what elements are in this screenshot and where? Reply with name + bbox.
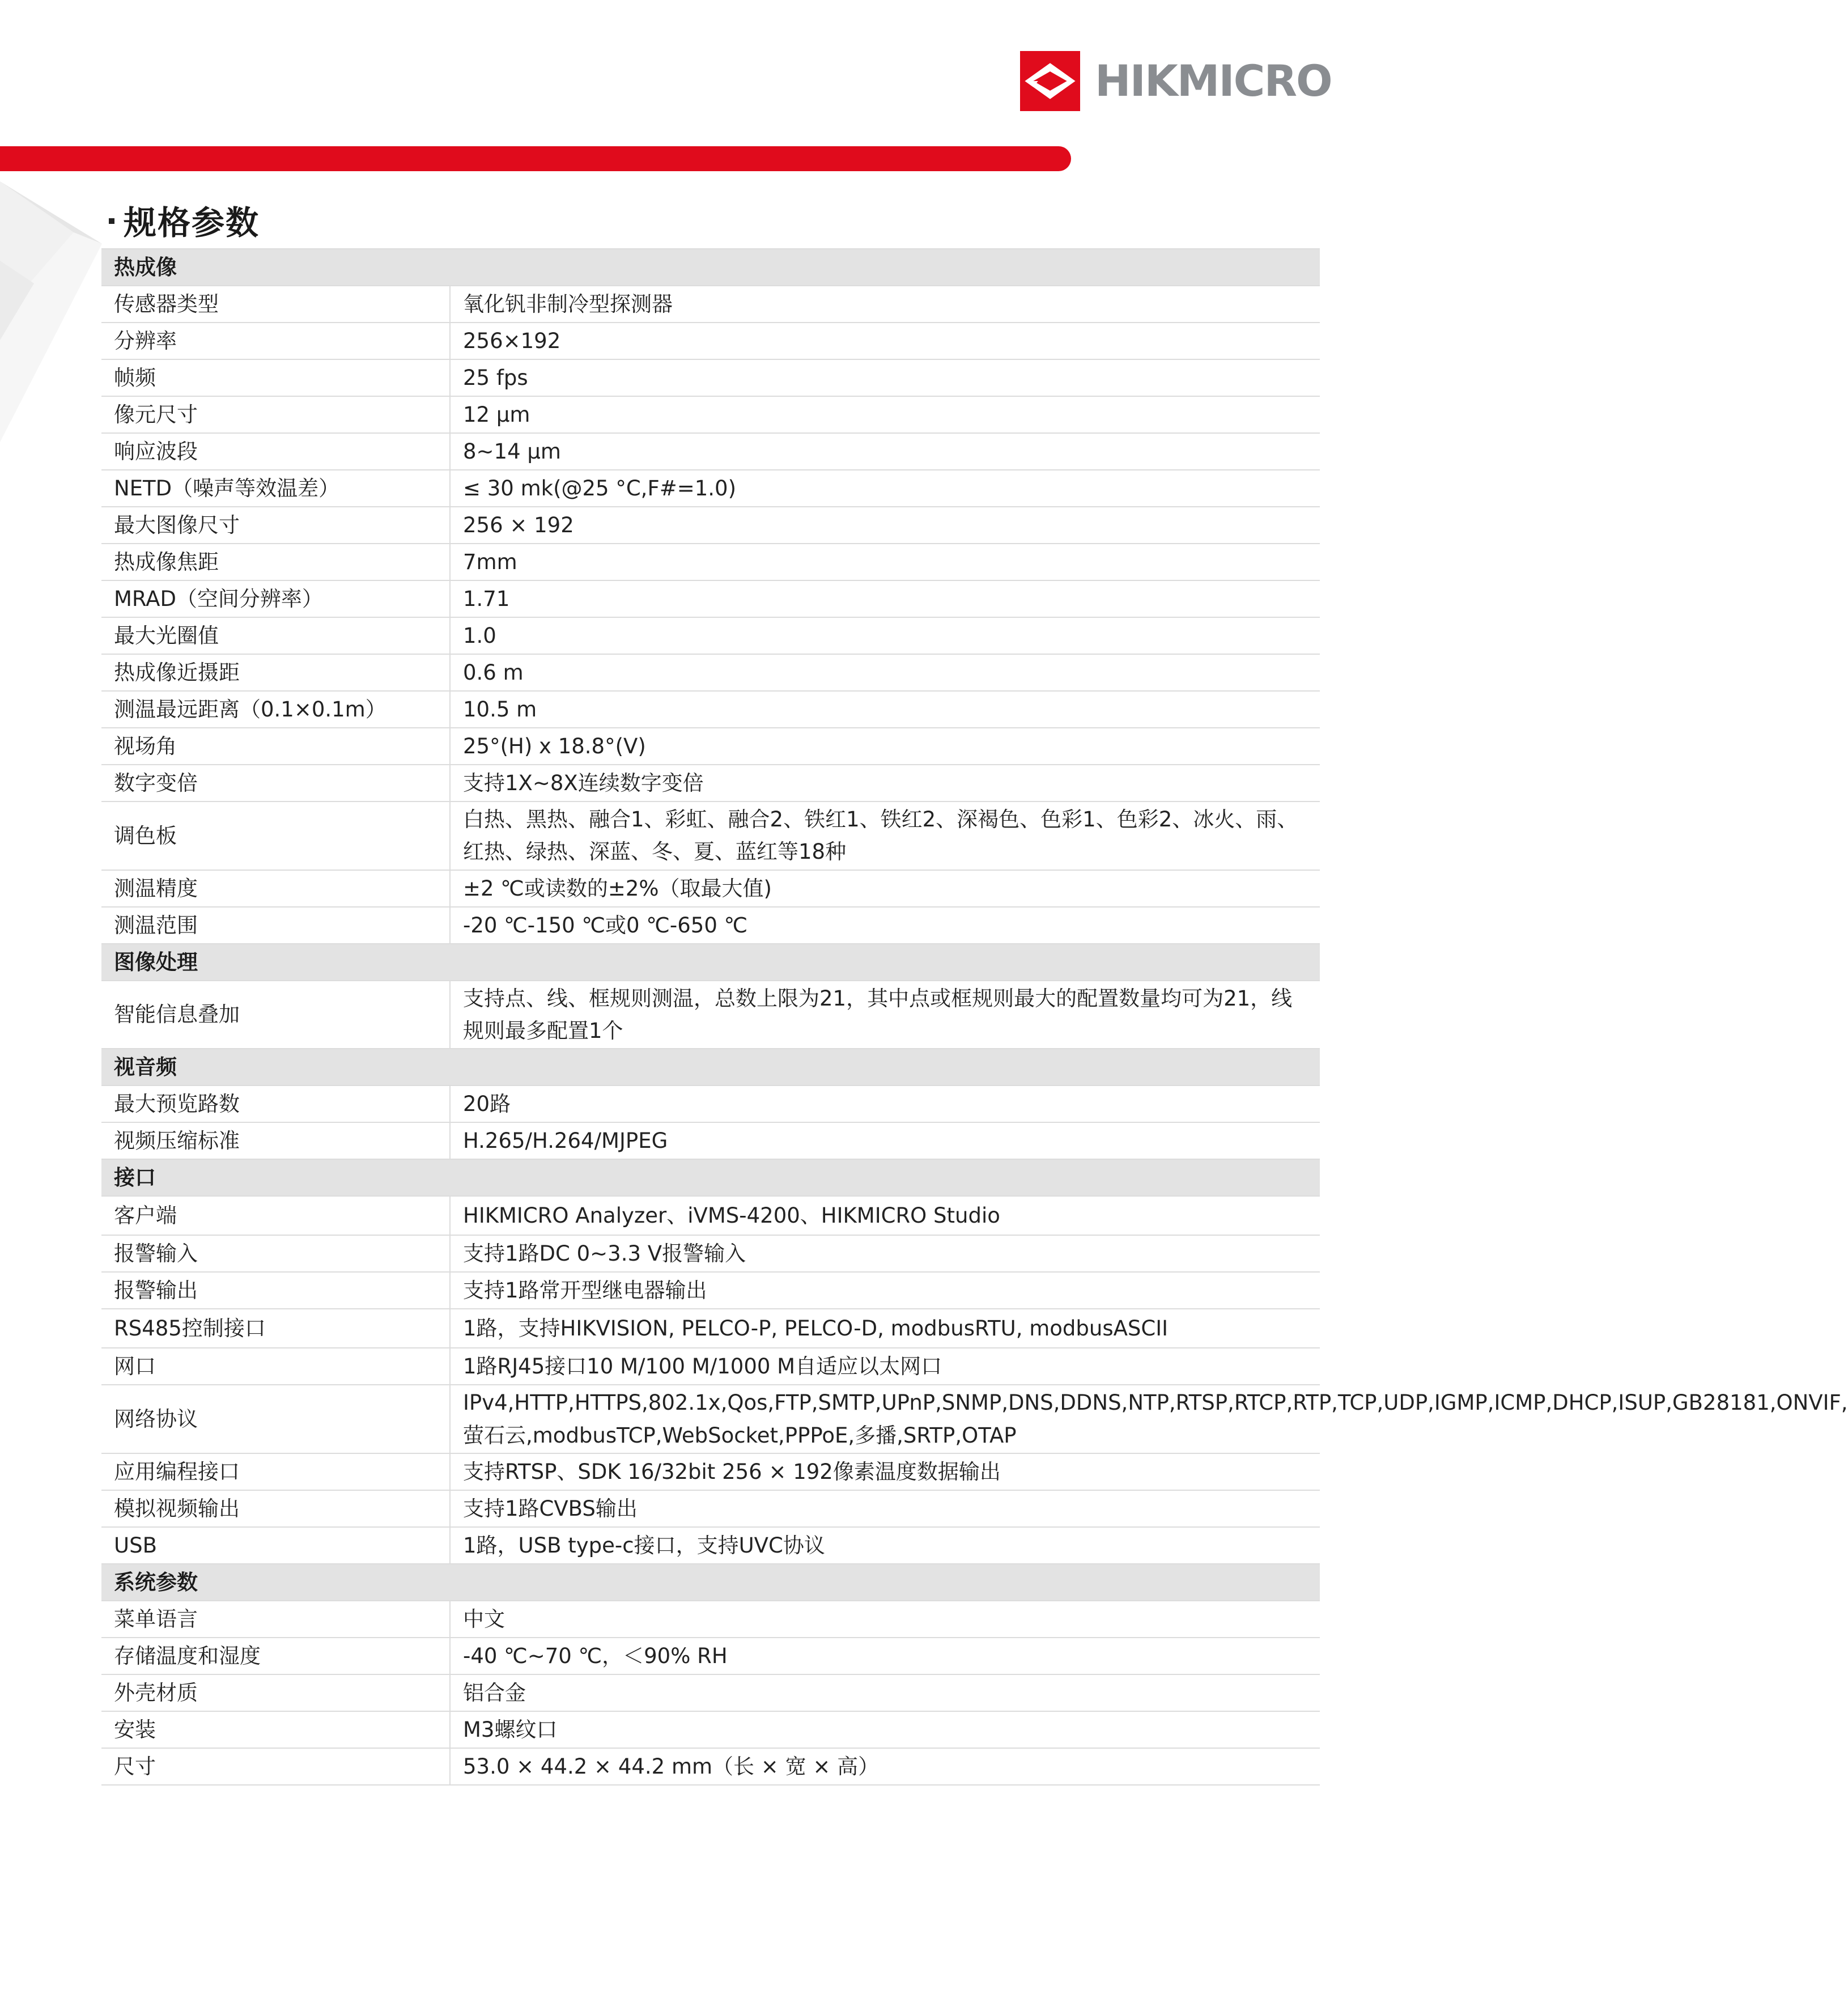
header-accent-bar bbox=[0, 146, 1071, 171]
spec-label: 尺寸 bbox=[101, 1748, 450, 1785]
spec-value: 1路，USB type-c接口，支持UVC协议 bbox=[450, 1527, 1320, 1564]
table-row bbox=[101, 470, 1320, 507]
spec-label: RS485控制接口 bbox=[101, 1309, 450, 1348]
table-row bbox=[101, 981, 1320, 1049]
brand-logo bbox=[1020, 50, 1332, 112]
category-filler bbox=[450, 1159, 1320, 1196]
spec-value: 1.71 bbox=[450, 580, 1320, 617]
category-row bbox=[101, 1049, 1320, 1085]
category-row bbox=[101, 1564, 1320, 1601]
category-row bbox=[101, 1159, 1320, 1196]
spec-value: 白热、黑热、融合1、彩虹、融合2、铁红1、铁红2、深褐色、色彩1、色彩2、冰火、雨、红热、绿热、深蓝、冬、夏、蓝红等18种 bbox=[450, 801, 1320, 870]
category-filler bbox=[450, 1564, 1320, 1601]
spec-value: 12 μm bbox=[450, 396, 1320, 433]
section-heading bbox=[109, 197, 260, 243]
table-row bbox=[101, 286, 1320, 323]
table-row bbox=[101, 1453, 1320, 1490]
spec-value: H.265/H.264/MJPEG bbox=[450, 1122, 1320, 1159]
table-row bbox=[101, 1385, 1320, 1453]
spec-value: -40 ℃~70 ℃，＜90% RH bbox=[450, 1638, 1320, 1674]
spec-value: 支持1路常开型继电器输出 bbox=[450, 1272, 1320, 1309]
table-row bbox=[101, 1711, 1320, 1748]
category-label: 接口 bbox=[101, 1159, 450, 1196]
spec-label: 像元尺寸 bbox=[101, 396, 450, 433]
page-title: 规格参数 bbox=[124, 203, 260, 242]
spec-label: USB bbox=[101, 1527, 450, 1564]
category-label: 系统参数 bbox=[101, 1564, 450, 1601]
table-row bbox=[101, 359, 1320, 396]
table-row bbox=[101, 1748, 1320, 1785]
spec-value: 25°(H) x 18.8°(V) bbox=[450, 728, 1320, 765]
category-label: 热成像 bbox=[101, 249, 450, 286]
category-row bbox=[101, 944, 1320, 981]
spec-value: 支持1路DC 0~3.3 V报警输入 bbox=[450, 1235, 1320, 1272]
table-row bbox=[101, 691, 1320, 728]
spec-label: 数字变倍 bbox=[101, 765, 450, 801]
spec-label: 视场角 bbox=[101, 728, 450, 765]
spec-value: 铝合金 bbox=[450, 1674, 1320, 1711]
table-row bbox=[101, 1122, 1320, 1159]
spec-label: 响应波段 bbox=[101, 433, 450, 470]
table-row bbox=[101, 544, 1320, 580]
spec-label: 热成像近摄距 bbox=[101, 654, 450, 691]
table-row bbox=[101, 433, 1320, 470]
spec-value: 支持1路CVBS输出 bbox=[450, 1490, 1320, 1527]
decorative-facet-graphic bbox=[0, 170, 108, 453]
spec-label: 存储温度和湿度 bbox=[101, 1638, 450, 1674]
table-row bbox=[101, 801, 1320, 870]
spec-value: 20路 bbox=[450, 1085, 1320, 1122]
spec-label: 模拟视频输出 bbox=[101, 1490, 450, 1527]
spec-value: 1路，支持HIKVISION, PELCO-P, PELCO-D, modbusRTU, modbusASCII bbox=[450, 1309, 1320, 1348]
spec-label: 网口 bbox=[101, 1348, 450, 1385]
spec-label: 报警输出 bbox=[101, 1272, 450, 1309]
spec-label: 最大图像尺寸 bbox=[101, 507, 450, 544]
spec-value: 中文 bbox=[450, 1601, 1320, 1638]
spec-label: 应用编程接口 bbox=[101, 1453, 450, 1490]
spec-value: 25 fps bbox=[450, 359, 1320, 396]
brand-name: HIKMICRO bbox=[1095, 56, 1332, 106]
table-row bbox=[101, 1674, 1320, 1711]
table-row bbox=[101, 1638, 1320, 1674]
spec-label: 分辨率 bbox=[101, 323, 450, 359]
table-row bbox=[101, 654, 1320, 691]
spec-value: 256 × 192 bbox=[450, 507, 1320, 544]
spec-value: 1路RJ45接口10 M/100 M/1000 M自适应以太网口 bbox=[450, 1348, 1320, 1385]
spec-value: 7mm bbox=[450, 544, 1320, 580]
spec-value: 支持点、线、框规则测温，总数上限为21，其中点或框规则最大的配置数量均可为21，线规则最多配置1个 bbox=[450, 981, 1320, 1049]
spec-label: 测温精度 bbox=[101, 870, 450, 907]
table-row bbox=[101, 870, 1320, 907]
spec-value: 支持1X~8X连续数字变倍 bbox=[450, 765, 1320, 801]
table-row bbox=[101, 323, 1320, 359]
spec-label: 网络协议 bbox=[101, 1385, 450, 1453]
table-row bbox=[101, 728, 1320, 765]
spec-value: HIKMICRO Analyzer、iVMS-4200、HIKMICRO Studio bbox=[450, 1196, 1320, 1235]
spec-value: 8~14 μm bbox=[450, 433, 1320, 470]
spec-value: 10.5 m bbox=[450, 691, 1320, 728]
table-row bbox=[101, 617, 1320, 654]
spec-value: 1.0 bbox=[450, 617, 1320, 654]
table-row bbox=[101, 1085, 1320, 1122]
table-row bbox=[101, 1601, 1320, 1638]
spec-label: 最大预览路数 bbox=[101, 1085, 450, 1122]
table-row bbox=[101, 765, 1320, 801]
spec-label: 外壳材质 bbox=[101, 1674, 450, 1711]
table-row bbox=[101, 507, 1320, 544]
category-row bbox=[101, 249, 1320, 286]
spec-label: MRAD（空间分辨率） bbox=[101, 580, 450, 617]
spec-label: 测温最远距离（0.1×0.1m） bbox=[101, 691, 450, 728]
table-row bbox=[101, 396, 1320, 433]
table-row bbox=[101, 907, 1320, 944]
table-row bbox=[101, 1196, 1320, 1235]
spec-value: ≤ 30 mk(@25 °C,F#=1.0) bbox=[450, 470, 1320, 507]
spec-label: NETD（噪声等效温差） bbox=[101, 470, 450, 507]
spec-table-body bbox=[101, 249, 1848, 1785]
spec-value: -20 ℃-150 ℃或0 ℃-650 ℃ bbox=[450, 907, 1320, 944]
spec-value: 256×192 bbox=[450, 323, 1320, 359]
spec-value: 0.6 m bbox=[450, 654, 1320, 691]
table-row bbox=[101, 1527, 1320, 1564]
hikmicro-logo-icon bbox=[1020, 51, 1080, 111]
spec-value: M3螺纹口 bbox=[450, 1711, 1320, 1748]
spec-label: 菜单语言 bbox=[101, 1601, 450, 1638]
spec-label: 安装 bbox=[101, 1711, 450, 1748]
table-row bbox=[101, 580, 1320, 617]
spec-value: 53.0 × 44.2 × 44.2 mm（长 × 宽 × 高） bbox=[450, 1748, 1320, 1785]
spec-value: 氧化钒非制冷型探测器 bbox=[450, 286, 1320, 323]
table-row bbox=[101, 1309, 1320, 1348]
spec-label: 最大光圈值 bbox=[101, 617, 450, 654]
category-filler bbox=[450, 944, 1320, 981]
spec-value: IPv4,HTTP,HTTPS,802.1x,Qos,FTP,SMTP,UPnP,SNMP,DNS,DDNS,NTP,RTSP,RTCP,RTP,TCP,UDP,IGMP,ICMP,DHCP,ISUP,GB28181,ONVIF,萤石云,modbusTCP,WebSocket,PPPoE,多播,SRTP,OTAP bbox=[450, 1385, 1320, 1453]
spec-value: 支持RTSP、SDK 16/32bit 256 × 192像素温度数据输出 bbox=[450, 1453, 1320, 1490]
table-row bbox=[101, 1272, 1320, 1309]
bullet-icon bbox=[109, 218, 114, 224]
spec-label: 传感器类型 bbox=[101, 286, 450, 323]
category-label: 视音频 bbox=[101, 1049, 450, 1085]
category-label: 图像处理 bbox=[101, 944, 450, 981]
spec-label: 热成像焦距 bbox=[101, 544, 450, 580]
spec-value: ±2 ℃或读数的±2%（取最大值) bbox=[450, 870, 1320, 907]
category-filler bbox=[450, 249, 1320, 286]
table-row bbox=[101, 1235, 1320, 1272]
spec-label: 帧频 bbox=[101, 359, 450, 396]
table-row bbox=[101, 1490, 1320, 1527]
category-filler bbox=[450, 1049, 1320, 1085]
spec-label: 调色板 bbox=[101, 801, 450, 870]
spec-label: 视频压缩标准 bbox=[101, 1122, 450, 1159]
spec-table bbox=[101, 248, 1848, 1786]
spec-label: 测温范围 bbox=[101, 907, 450, 944]
table-row bbox=[101, 1348, 1320, 1385]
spec-label: 报警输入 bbox=[101, 1235, 450, 1272]
spec-label: 智能信息叠加 bbox=[101, 981, 450, 1049]
spec-label: 客户端 bbox=[101, 1196, 450, 1235]
